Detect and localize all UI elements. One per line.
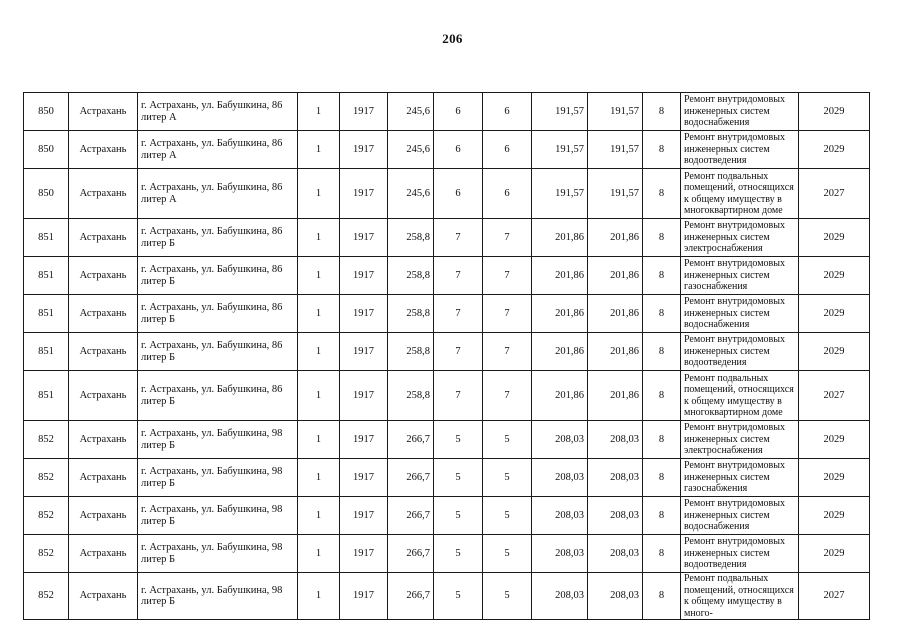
address-cell: г. Астрахань, ул. Бабушкина, 98 литер Б (138, 573, 298, 620)
year-built-cell: 1917 (340, 371, 388, 421)
count-cell-1: 5 (434, 535, 483, 573)
value-cell-1: 191,57 (532, 131, 588, 169)
months-cell: 8 (643, 333, 681, 371)
count-cell-2: 5 (483, 573, 532, 620)
value-cell-1: 201,86 (532, 257, 588, 295)
count-cell-2: 5 (483, 497, 532, 535)
year-built-cell: 1917 (340, 295, 388, 333)
value-cell-2: 208,03 (588, 573, 643, 620)
city-cell: Астрахань (69, 459, 138, 497)
area-cell: 245,6 (388, 131, 434, 169)
count-cell-1: 6 (434, 131, 483, 169)
months-cell: 8 (643, 497, 681, 535)
months-cell: 8 (643, 535, 681, 573)
count-cell-1: 5 (434, 459, 483, 497)
address-cell: г. Астрахань, ул. Бабушкина, 86 литер А (138, 93, 298, 131)
row-number: 852 (24, 459, 69, 497)
value-cell-1: 191,57 (532, 169, 588, 219)
city-cell: Астрахань (69, 93, 138, 131)
year-built-cell: 1917 (340, 421, 388, 459)
capital-repair-table (23, 92, 870, 620)
area-cell: 245,6 (388, 93, 434, 131)
value-cell-2: 201,86 (588, 295, 643, 333)
row-number: 852 (24, 535, 69, 573)
work-type-cell: Ремонт внутридомовых инженерных систем водоснабжения (681, 93, 799, 131)
area-cell: 266,7 (388, 459, 434, 497)
year-built-cell: 1917 (340, 93, 388, 131)
count-cell-2: 5 (483, 535, 532, 573)
row-number: 851 (24, 295, 69, 333)
work-type-cell: Ремонт подвальных помещений, относящихся к общему имуществу в много- (681, 573, 799, 620)
plan-year-cell: 2029 (799, 257, 870, 295)
row-number: 851 (24, 219, 69, 257)
floors-cell: 1 (298, 573, 340, 620)
value-cell-1: 208,03 (532, 497, 588, 535)
floors-cell: 1 (298, 371, 340, 421)
address-cell: г. Астрахань, ул. Бабушкина, 98 литер Б (138, 535, 298, 573)
months-cell: 8 (643, 257, 681, 295)
city-cell: Астрахань (69, 257, 138, 295)
count-cell-1: 5 (434, 497, 483, 535)
row-number: 851 (24, 257, 69, 295)
area-cell: 258,8 (388, 219, 434, 257)
plan-year-cell: 2029 (799, 535, 870, 573)
row-number: 852 (24, 421, 69, 459)
count-cell-1: 7 (434, 219, 483, 257)
table-row (24, 573, 870, 620)
plan-year-cell: 2029 (799, 333, 870, 371)
count-cell-2: 7 (483, 219, 532, 257)
city-cell: Астрахань (69, 573, 138, 620)
count-cell-1: 5 (434, 573, 483, 620)
count-cell-2: 7 (483, 295, 532, 333)
address-cell: г. Астрахань, ул. Бабушкина, 86 литер А (138, 131, 298, 169)
table-row (24, 219, 870, 257)
plan-year-cell: 2029 (799, 459, 870, 497)
value-cell-2: 208,03 (588, 535, 643, 573)
count-cell-2: 5 (483, 459, 532, 497)
floors-cell: 1 (298, 131, 340, 169)
area-cell: 266,7 (388, 421, 434, 459)
value-cell-2: 201,86 (588, 371, 643, 421)
address-cell: г. Астрахань, ул. Бабушкина, 86 литер Б (138, 257, 298, 295)
row-number: 850 (24, 131, 69, 169)
work-type-cell: Ремонт внутридомовых инженерных систем газоснабжения (681, 257, 799, 295)
row-number: 851 (24, 333, 69, 371)
floors-cell: 1 (298, 257, 340, 295)
year-built-cell: 1917 (340, 333, 388, 371)
table-row (24, 421, 870, 459)
plan-year-cell: 2027 (799, 371, 870, 421)
address-cell: г. Астрахань, ул. Бабушкина, 86 литер А (138, 169, 298, 219)
area-cell: 258,8 (388, 295, 434, 333)
count-cell-2: 6 (483, 131, 532, 169)
row-number: 850 (24, 169, 69, 219)
page-number: 206 (442, 31, 463, 46)
work-type-cell: Ремонт подвальных помещений, относящихся к общему имуществу в многоквартирном доме (681, 371, 799, 421)
months-cell: 8 (643, 459, 681, 497)
city-cell: Астрахань (69, 219, 138, 257)
plan-year-cell: 2029 (799, 295, 870, 333)
work-type-cell: Ремонт внутридомовых инженерных систем водоснабжения (681, 497, 799, 535)
plan-year-cell: 2027 (799, 169, 870, 219)
area-cell: 266,7 (388, 497, 434, 535)
count-cell-1: 7 (434, 333, 483, 371)
address-cell: г. Астрахань, ул. Бабушкина, 86 литер Б (138, 219, 298, 257)
value-cell-1: 201,86 (532, 295, 588, 333)
floors-cell: 1 (298, 421, 340, 459)
plan-year-cell: 2029 (799, 497, 870, 535)
address-cell: г. Астрахань, ул. Бабушкина, 86 литер Б (138, 333, 298, 371)
floors-cell: 1 (298, 295, 340, 333)
value-cell-1: 201,86 (532, 219, 588, 257)
table-row (24, 497, 870, 535)
floors-cell: 1 (298, 497, 340, 535)
work-type-cell: Ремонт внутридомовых инженерных систем водоотведения (681, 333, 799, 371)
plan-year-cell: 2029 (799, 93, 870, 131)
value-cell-2: 191,57 (588, 131, 643, 169)
address-cell: г. Астрахань, ул. Бабушкина, 86 литер Б (138, 371, 298, 421)
table-row (24, 459, 870, 497)
floors-cell: 1 (298, 333, 340, 371)
plan-year-cell: 2029 (799, 219, 870, 257)
work-type-cell: Ремонт подвальных помещений, относящихся к общему имуществу в многоквартирном доме (681, 169, 799, 219)
plan-year-cell: 2027 (799, 573, 870, 620)
count-cell-2: 7 (483, 371, 532, 421)
count-cell-1: 7 (434, 257, 483, 295)
value-cell-1: 208,03 (532, 535, 588, 573)
value-cell-2: 201,86 (588, 257, 643, 295)
months-cell: 8 (643, 169, 681, 219)
months-cell: 8 (643, 371, 681, 421)
count-cell-1: 7 (434, 295, 483, 333)
year-built-cell: 1917 (340, 535, 388, 573)
value-cell-1: 208,03 (532, 573, 588, 620)
count-cell-2: 5 (483, 421, 532, 459)
city-cell: Астрахань (69, 421, 138, 459)
months-cell: 8 (643, 93, 681, 131)
work-type-cell: Ремонт внутридомовых инженерных систем водоотведения (681, 535, 799, 573)
year-built-cell: 1917 (340, 131, 388, 169)
count-cell-1: 6 (434, 93, 483, 131)
months-cell: 8 (643, 219, 681, 257)
work-type-cell: Ремонт внутридомовых инженерных систем газоснабжения (681, 459, 799, 497)
area-cell: 258,8 (388, 333, 434, 371)
count-cell-2: 7 (483, 333, 532, 371)
value-cell-1: 201,86 (532, 371, 588, 421)
months-cell: 8 (643, 295, 681, 333)
plan-year-cell: 2029 (799, 131, 870, 169)
value-cell-1: 208,03 (532, 421, 588, 459)
value-cell-2: 201,86 (588, 219, 643, 257)
area-cell: 258,8 (388, 257, 434, 295)
count-cell-2: 7 (483, 257, 532, 295)
address-cell: г. Астрахань, ул. Бабушкина, 98 литер Б (138, 421, 298, 459)
table-row (24, 93, 870, 131)
table-row (24, 333, 870, 371)
city-cell: Астрахань (69, 497, 138, 535)
work-type-cell: Ремонт внутридомовых инженерных систем водоотведения (681, 131, 799, 169)
floors-cell: 1 (298, 169, 340, 219)
value-cell-1: 208,03 (532, 459, 588, 497)
value-cell-2: 208,03 (588, 459, 643, 497)
count-cell-2: 6 (483, 169, 532, 219)
value-cell-1: 191,57 (532, 93, 588, 131)
count-cell-1: 6 (434, 169, 483, 219)
address-cell: г. Астрахань, ул. Бабушкина, 98 литер Б (138, 459, 298, 497)
work-type-cell: Ремонт внутридомовых инженерных систем электроснабжения (681, 421, 799, 459)
count-cell-2: 6 (483, 93, 532, 131)
count-cell-1: 5 (434, 421, 483, 459)
table-row (24, 535, 870, 573)
table-row (24, 131, 870, 169)
work-type-cell: Ремонт внутридомовых инженерных систем электроснабжения (681, 219, 799, 257)
city-cell: Астрахань (69, 333, 138, 371)
area-cell: 245,6 (388, 169, 434, 219)
city-cell: Астрахань (69, 295, 138, 333)
floors-cell: 1 (298, 219, 340, 257)
value-cell-2: 208,03 (588, 497, 643, 535)
value-cell-2: 201,86 (588, 333, 643, 371)
months-cell: 8 (643, 573, 681, 620)
floors-cell: 1 (298, 93, 340, 131)
value-cell-1: 201,86 (532, 333, 588, 371)
year-built-cell: 1917 (340, 169, 388, 219)
city-cell: Астрахань (69, 371, 138, 421)
value-cell-2: 191,57 (588, 169, 643, 219)
table-row (24, 257, 870, 295)
city-cell: Астрахань (69, 131, 138, 169)
area-cell: 258,8 (388, 371, 434, 421)
floors-cell: 1 (298, 459, 340, 497)
year-built-cell: 1917 (340, 573, 388, 620)
plan-year-cell: 2029 (799, 421, 870, 459)
address-cell: г. Астрахань, ул. Бабушкина, 86 литер Б (138, 295, 298, 333)
value-cell-2: 191,57 (588, 93, 643, 131)
area-cell: 266,7 (388, 535, 434, 573)
row-number: 852 (24, 497, 69, 535)
year-built-cell: 1917 (340, 257, 388, 295)
value-cell-2: 208,03 (588, 421, 643, 459)
months-cell: 8 (643, 421, 681, 459)
area-cell: 266,7 (388, 573, 434, 620)
row-number: 850 (24, 93, 69, 131)
row-number: 851 (24, 371, 69, 421)
city-cell: Астрахань (69, 169, 138, 219)
year-built-cell: 1917 (340, 497, 388, 535)
table-row (24, 371, 870, 421)
year-built-cell: 1917 (340, 459, 388, 497)
count-cell-1: 7 (434, 371, 483, 421)
table-row (24, 169, 870, 219)
city-cell: Астрахань (69, 535, 138, 573)
address-cell: г. Астрахань, ул. Бабушкина, 98 литер Б (138, 497, 298, 535)
year-built-cell: 1917 (340, 219, 388, 257)
row-number: 852 (24, 573, 69, 620)
table-row (24, 295, 870, 333)
work-type-cell: Ремонт внутридомовых инженерных систем водоснабжения (681, 295, 799, 333)
months-cell: 8 (643, 131, 681, 169)
floors-cell: 1 (298, 535, 340, 573)
